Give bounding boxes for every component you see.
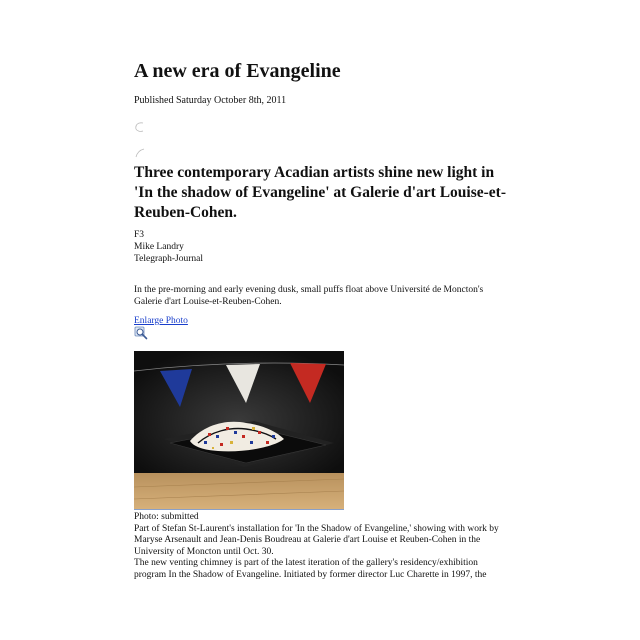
enlarge-photo-link[interactable]: Enlarge Photo — [134, 316, 188, 326]
byline — [134, 229, 203, 265]
publication-name: Telegraph-Journal — [134, 254, 203, 264]
article-subtitle: Three contemporary Acadian artists shine new light in 'In the shadow of Evangeline' at Galerie d'art Louise-et-Reuben-Cohen. — [134, 164, 506, 221]
article-title: A new era of Evangeline — [134, 60, 341, 82]
author-name: Mike Landry — [134, 242, 184, 252]
decorative-swirl-icon — [134, 147, 146, 159]
decorative-swirl-icon — [134, 121, 146, 133]
photo-caption-text: Part of Stefan St-Laurent's installation for 'In the Shadow of Evangeline,' showing with work by Maryse Arsenault and Jean-Denis Boudreau at Galerie d'art Louise et Reuben-Cohen in the University of Moncton until Oct. 30. — [134, 523, 499, 557]
photo-caption — [134, 512, 506, 581]
magnifier-icon[interactable] — [134, 326, 148, 340]
lead-paragraph: In the pre-morning and early evening dusk, small puffs float above Université de Moncton's Galerie d'art Louise-et-Reuben-Cohen. — [134, 285, 484, 307]
published-date: Published Saturday October 8th, 2011 — [134, 95, 287, 106]
photo-credit: Photo: submitted — [134, 512, 199, 522]
body-paragraph: The new venting chimney is part of the latest iteration of the gallery's residency/exhibition program In the Shadow of Evangeline. Initiated by former director Luc Charette in 1997, the — [134, 558, 487, 580]
section-code: F3 — [134, 230, 145, 240]
installation-photo[interactable] — [134, 351, 344, 510]
